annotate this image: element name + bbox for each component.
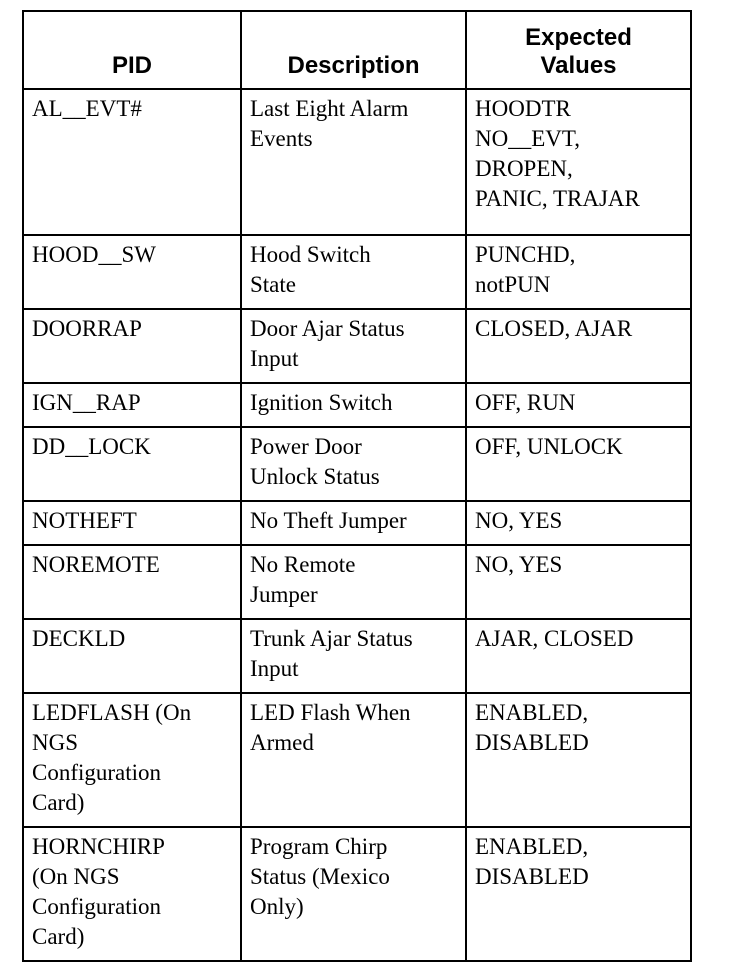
header-pid: PID: [23, 11, 241, 89]
header-expected-values: Expected Values: [466, 11, 691, 89]
cell-description: Hood Switch State: [241, 235, 466, 309]
cell-values: OFF, UNLOCK: [466, 427, 691, 501]
cell-description: LED Flash When Armed: [241, 693, 466, 827]
table-row: [23, 427, 691, 501]
cell-values: OFF, RUN: [466, 383, 691, 427]
cell-description: Last Eight Alarm Events: [241, 89, 466, 235]
table-row: [23, 89, 691, 235]
cell-pid: IGN__RAP: [23, 383, 241, 427]
table-row: [23, 545, 691, 619]
cell-pid: LEDFLASH (On NGS Configuration Card): [23, 693, 241, 827]
cell-pid: NOREMOTE: [23, 545, 241, 619]
cell-pid: AL__EVT#: [23, 89, 241, 235]
cell-description: Door Ajar Status Input: [241, 309, 466, 383]
cell-values: AJAR, CLOSED: [466, 619, 691, 693]
header-description: Description: [241, 11, 466, 89]
table-row: [23, 827, 691, 961]
cell-pid: HORNCHIRP (On NGS Configuration Card): [23, 827, 241, 961]
table-row: [23, 501, 691, 545]
table-row: [23, 309, 691, 383]
cell-description: Trunk Ajar Status Input: [241, 619, 466, 693]
cell-values: NO, YES: [466, 501, 691, 545]
table-row: [23, 619, 691, 693]
cell-values: CLOSED, AJAR: [466, 309, 691, 383]
cell-pid: DECKLD: [23, 619, 241, 693]
cell-description: Ignition Switch: [241, 383, 466, 427]
cell-values: NO, YES: [466, 545, 691, 619]
cell-description: No Remote Jumper: [241, 545, 466, 619]
table-row: [23, 235, 691, 309]
cell-description: Program Chirp Status (Mexico Only): [241, 827, 466, 961]
table-row: [23, 383, 691, 427]
header-row: [23, 11, 691, 89]
cell-values: HOODTR NO__EVT, DROPEN, PANIC, TRAJAR: [466, 89, 691, 235]
table-row: [23, 693, 691, 827]
cell-values: ENABLED, DISABLED: [466, 827, 691, 961]
cell-pid: HOOD__SW: [23, 235, 241, 309]
cell-values: ENABLED, DISABLED: [466, 693, 691, 827]
cell-pid: DD__LOCK: [23, 427, 241, 501]
cell-description: No Theft Jumper: [241, 501, 466, 545]
cell-pid: NOTHEFT: [23, 501, 241, 545]
pid-table: [22, 10, 692, 962]
cell-pid: DOORRAP: [23, 309, 241, 383]
cell-values: PUNCHD, notPUN: [466, 235, 691, 309]
cell-description: Power Door Unlock Status: [241, 427, 466, 501]
